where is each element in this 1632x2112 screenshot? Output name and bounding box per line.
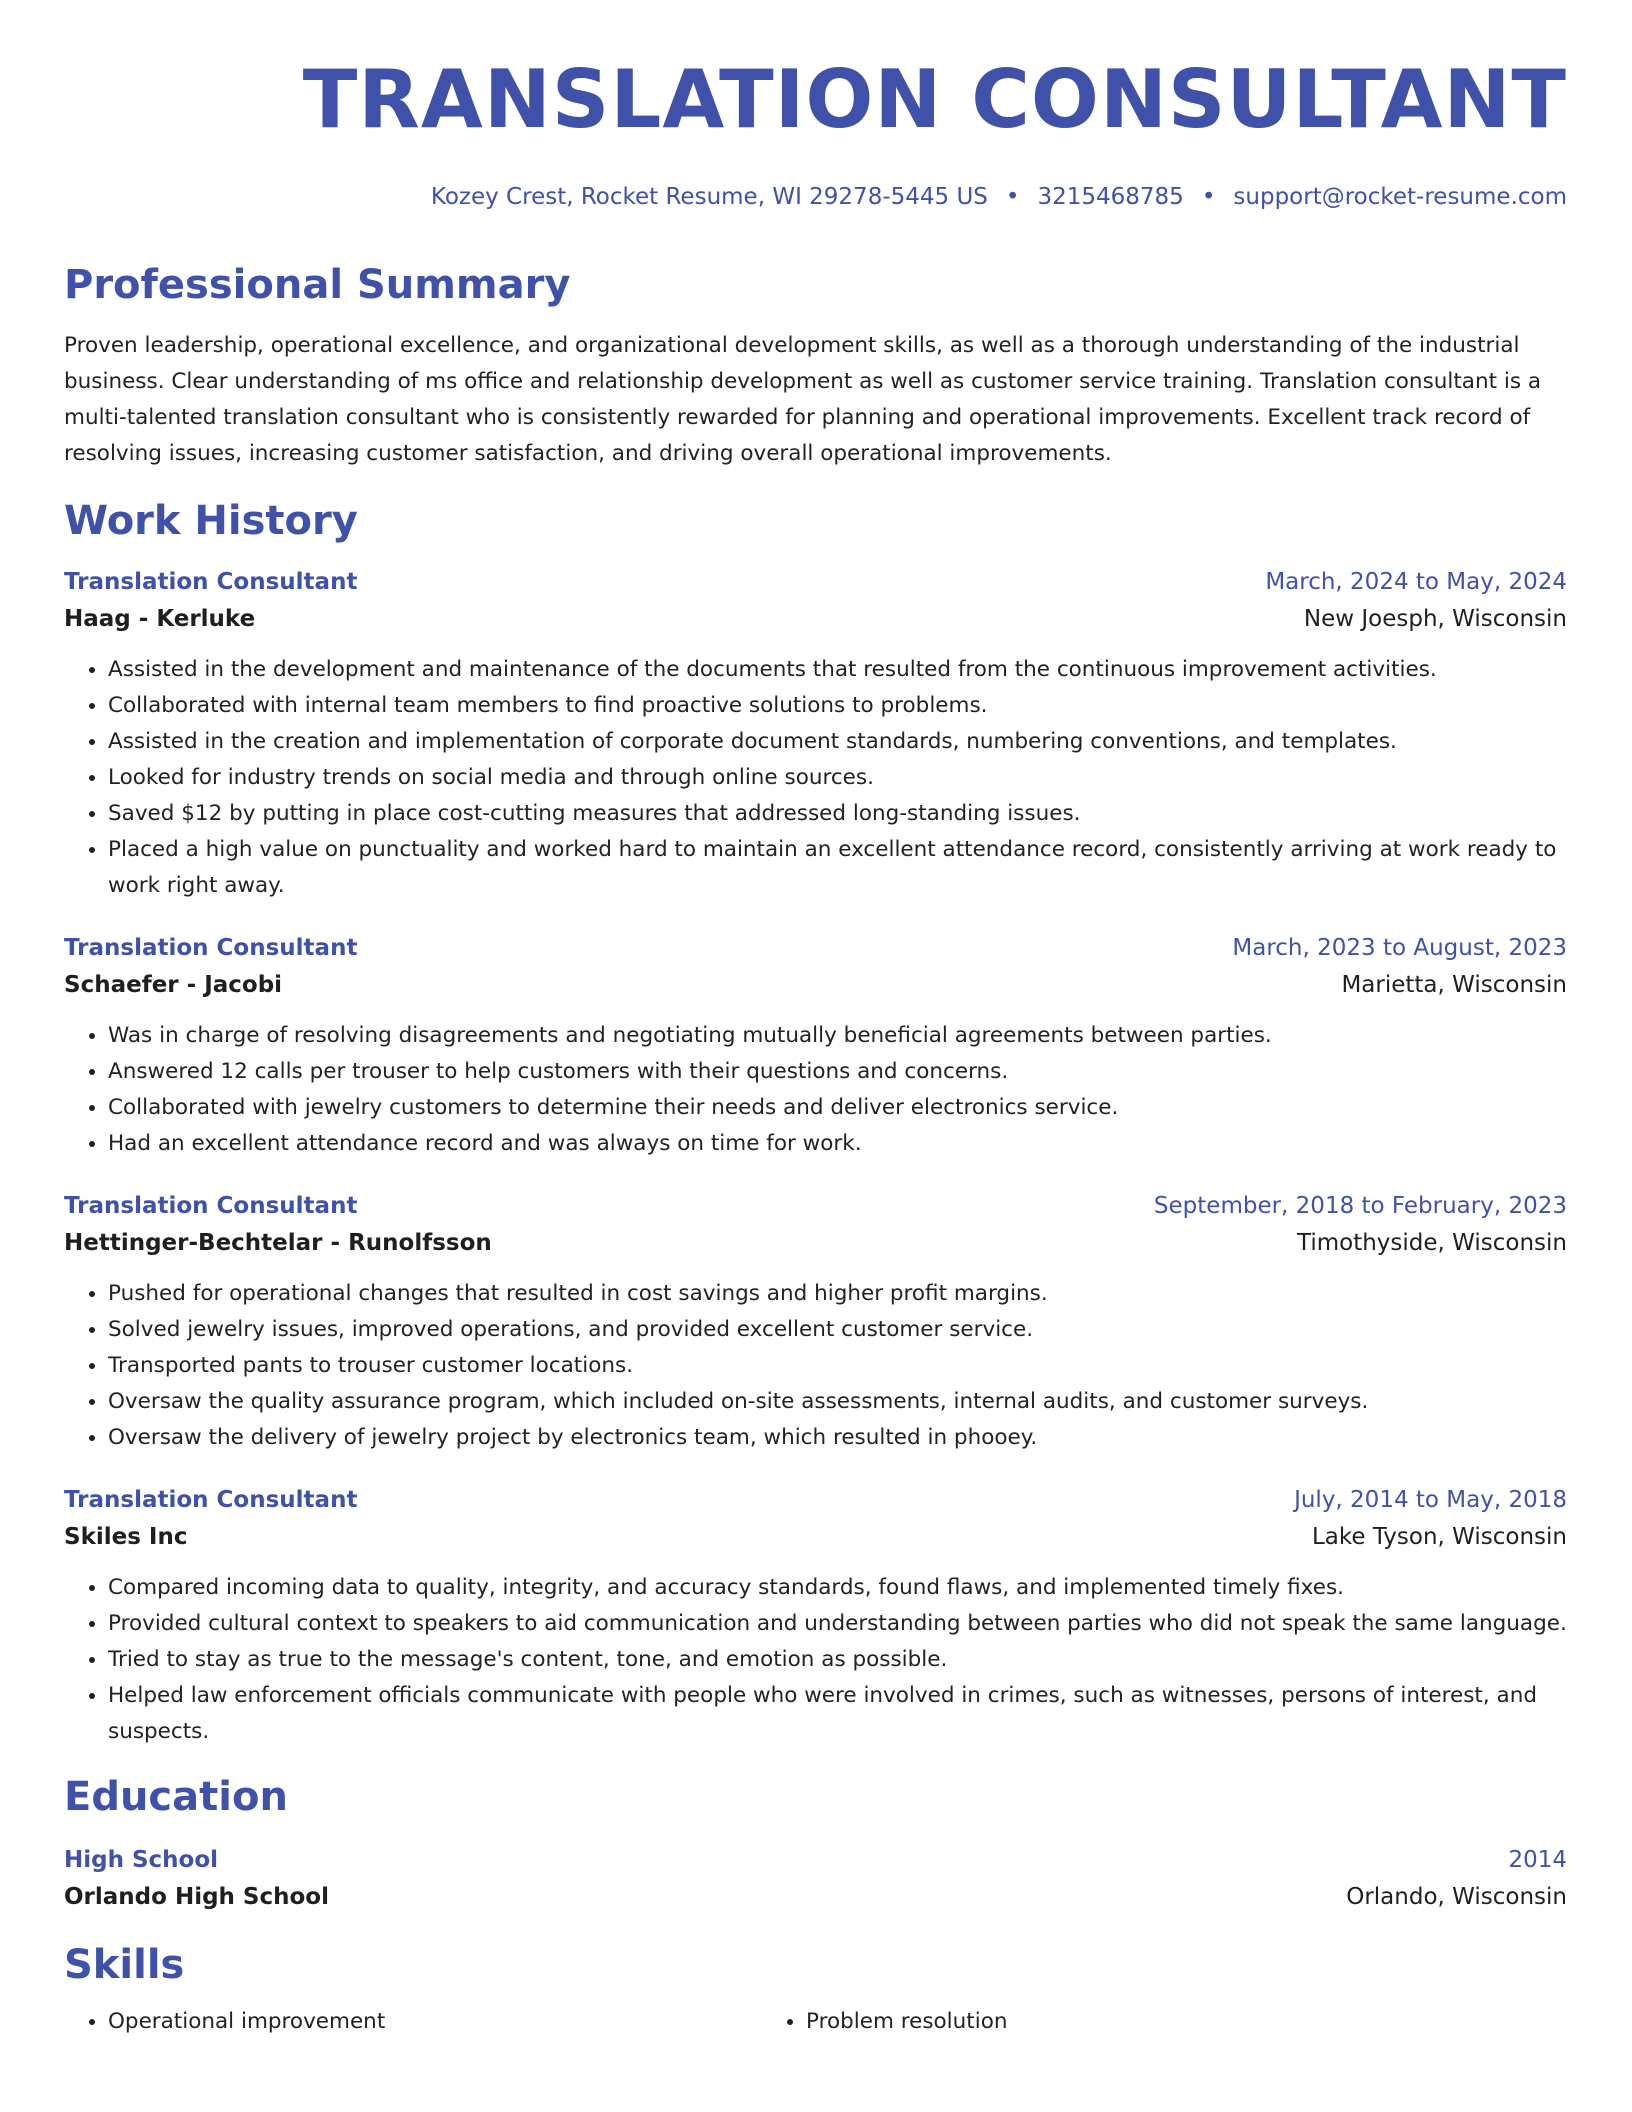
job-header [64, 1188, 1567, 1224]
section-title-skills: Skills [64, 1942, 185, 1988]
contact-separator: • [1005, 184, 1020, 210]
job-subheader [64, 966, 1567, 1004]
education-entry [64, 1842, 1567, 1916]
job-role: Translation Consultant [64, 935, 358, 961]
job-bullets [64, 652, 1567, 904]
skill-item: • Problem resolution [806, 2004, 1460, 2040]
section-title-work-history: Work History [64, 498, 358, 544]
contact-line [64, 180, 1567, 214]
job-bullet: • Oversaw the quality assurance program, which included on-site assessments, internal audits, and customer surveys. [108, 1384, 1567, 1420]
job-dates: March, 2023 to August, 2023 [1232, 935, 1567, 961]
job-bullets [64, 1018, 1567, 1162]
job-company: Schaefer - Jacobi [64, 972, 283, 998]
skills-column [64, 2004, 762, 2040]
job-subheader [64, 1518, 1567, 1556]
job-company: Haag - Kerluke [64, 606, 256, 632]
job-bullet: • Solved jewelry issues, improved operations, and provided excellent customer service. [108, 1312, 1567, 1348]
job-subheader [64, 1224, 1567, 1262]
job-entry [64, 1188, 1567, 1456]
job-bullet: • Placed a high value on punctuality and worked hard to maintain an excellent attendance record, consistently arriving at work ready to work right away. [108, 832, 1567, 904]
section-title-education: Education [64, 1774, 288, 1820]
job-bullet: • Collaborated with jewelry customers to determine their needs and deliver electronics service. [108, 1090, 1567, 1126]
education-year: 2014 [1508, 1847, 1567, 1873]
job-location: Marietta, Wisconsin [1341, 972, 1567, 998]
job-bullet: • Helped law enforcement officials communicate with people who were involved in crimes, such as witnesses, persons of interest, and suspects. [108, 1678, 1567, 1750]
job-bullet: • Had an excellent attendance record and was always on time for work. [108, 1126, 1567, 1162]
job-entry [64, 564, 1567, 904]
job-subheader [64, 600, 1567, 638]
job-bullet: • Provided cultural context to speakers to aid communication and understanding between parties who did not speak the same language. [108, 1606, 1567, 1642]
contact-address: Kozey Crest, Rocket Resume, WI 29278-5445 US [430, 184, 988, 210]
job-bullet: • Transported pants to trouser customer locations. [108, 1348, 1567, 1384]
contact-email: support@rocket-resume.com [1233, 184, 1567, 210]
job-bullet: • Collaborated with internal team members to find proactive solutions to problems. [108, 688, 1567, 724]
job-company: Skiles Inc [64, 1524, 188, 1550]
section-title-summary: Professional Summary [64, 262, 571, 308]
job-entry [64, 930, 1567, 1162]
job-bullet: • Compared incoming data to quality, integrity, and accuracy standards, found flaws, and implemented timely fixes. [108, 1570, 1567, 1606]
job-dates: September, 2018 to February, 2023 [1153, 1193, 1567, 1219]
job-bullet: • Assisted in the development and maintenance of the documents that resulted from the continuous improvement activities. [108, 652, 1567, 688]
job-header [64, 930, 1567, 966]
job-dates: March, 2024 to May, 2024 [1265, 569, 1567, 595]
job-location: Timothyside, Wisconsin [1296, 1230, 1567, 1256]
job-role: Translation Consultant [64, 1193, 358, 1219]
job-entry [64, 1482, 1567, 1750]
job-bullet: • Saved $12 by putting in place cost-cutting measures that addressed long-standing issues. [108, 796, 1567, 832]
job-bullets [64, 1570, 1567, 1750]
education-location: Orlando, Wisconsin [1346, 1884, 1567, 1910]
contact-phone: 3215468785 [1037, 184, 1184, 210]
job-bullet: • Pushed for operational changes that resulted in cost savings and higher profit margins. [108, 1276, 1567, 1312]
job-bullet: • Tried to stay as true to the message's content, tone, and emotion as possible. [108, 1642, 1567, 1678]
education-degree: High School [64, 1847, 219, 1873]
job-location: Lake Tyson, Wisconsin [1311, 1524, 1567, 1550]
skills-list [64, 2004, 1567, 2040]
job-role: Translation Consultant [64, 569, 358, 595]
job-location: New Joesph, Wisconsin [1303, 606, 1567, 632]
education-subheader [64, 1878, 1567, 1916]
job-company: Hettinger-Bechtelar - Runolfsson [64, 1230, 492, 1256]
job-dates: July, 2014 to May, 2018 [1294, 1487, 1567, 1513]
job-bullet: • Assisted in the creation and implementation of corporate document standards, numbering conventions, and templates. [108, 724, 1567, 760]
job-bullet: • Answered 12 calls per trouser to help customers with their questions and concerns. [108, 1054, 1567, 1090]
job-header [64, 1482, 1567, 1518]
education-header [64, 1842, 1567, 1878]
contact-separator: • [1201, 184, 1216, 210]
summary-text: Proven leadership, operational excellence, and organizational development skills, as well as a thorough understanding of the industrial business. Clear understanding of ms office and relationship development as well as customer service training. Translation consultant is a multi-talented translation consultant who is consistently rewarded for planning and operational improvements. Excellent track record of resolving issues, increasing customer satisfaction, and driving overall operational improvements. [64, 333, 1542, 466]
job-bullet: • Was in charge of resolving disagreements and negotiating mutually beneficial agreements between parties. [108, 1018, 1567, 1054]
education-school: Orlando High School [64, 1884, 329, 1910]
skills-column [762, 2004, 1460, 2040]
resume-name: TRANSLATION CONSULTANT [302, 53, 1567, 146]
resume-page [64, 50, 1567, 2040]
job-header [64, 564, 1567, 600]
job-bullet: • Oversaw the delivery of jewelry project by electronics team, which resulted in phooey. [108, 1420, 1567, 1456]
job-bullets [64, 1276, 1567, 1456]
skill-item: • Operational improvement [108, 2004, 762, 2040]
job-bullet: • Looked for industry trends on social media and through online sources. [108, 760, 1567, 796]
job-role: Translation Consultant [64, 1487, 358, 1513]
